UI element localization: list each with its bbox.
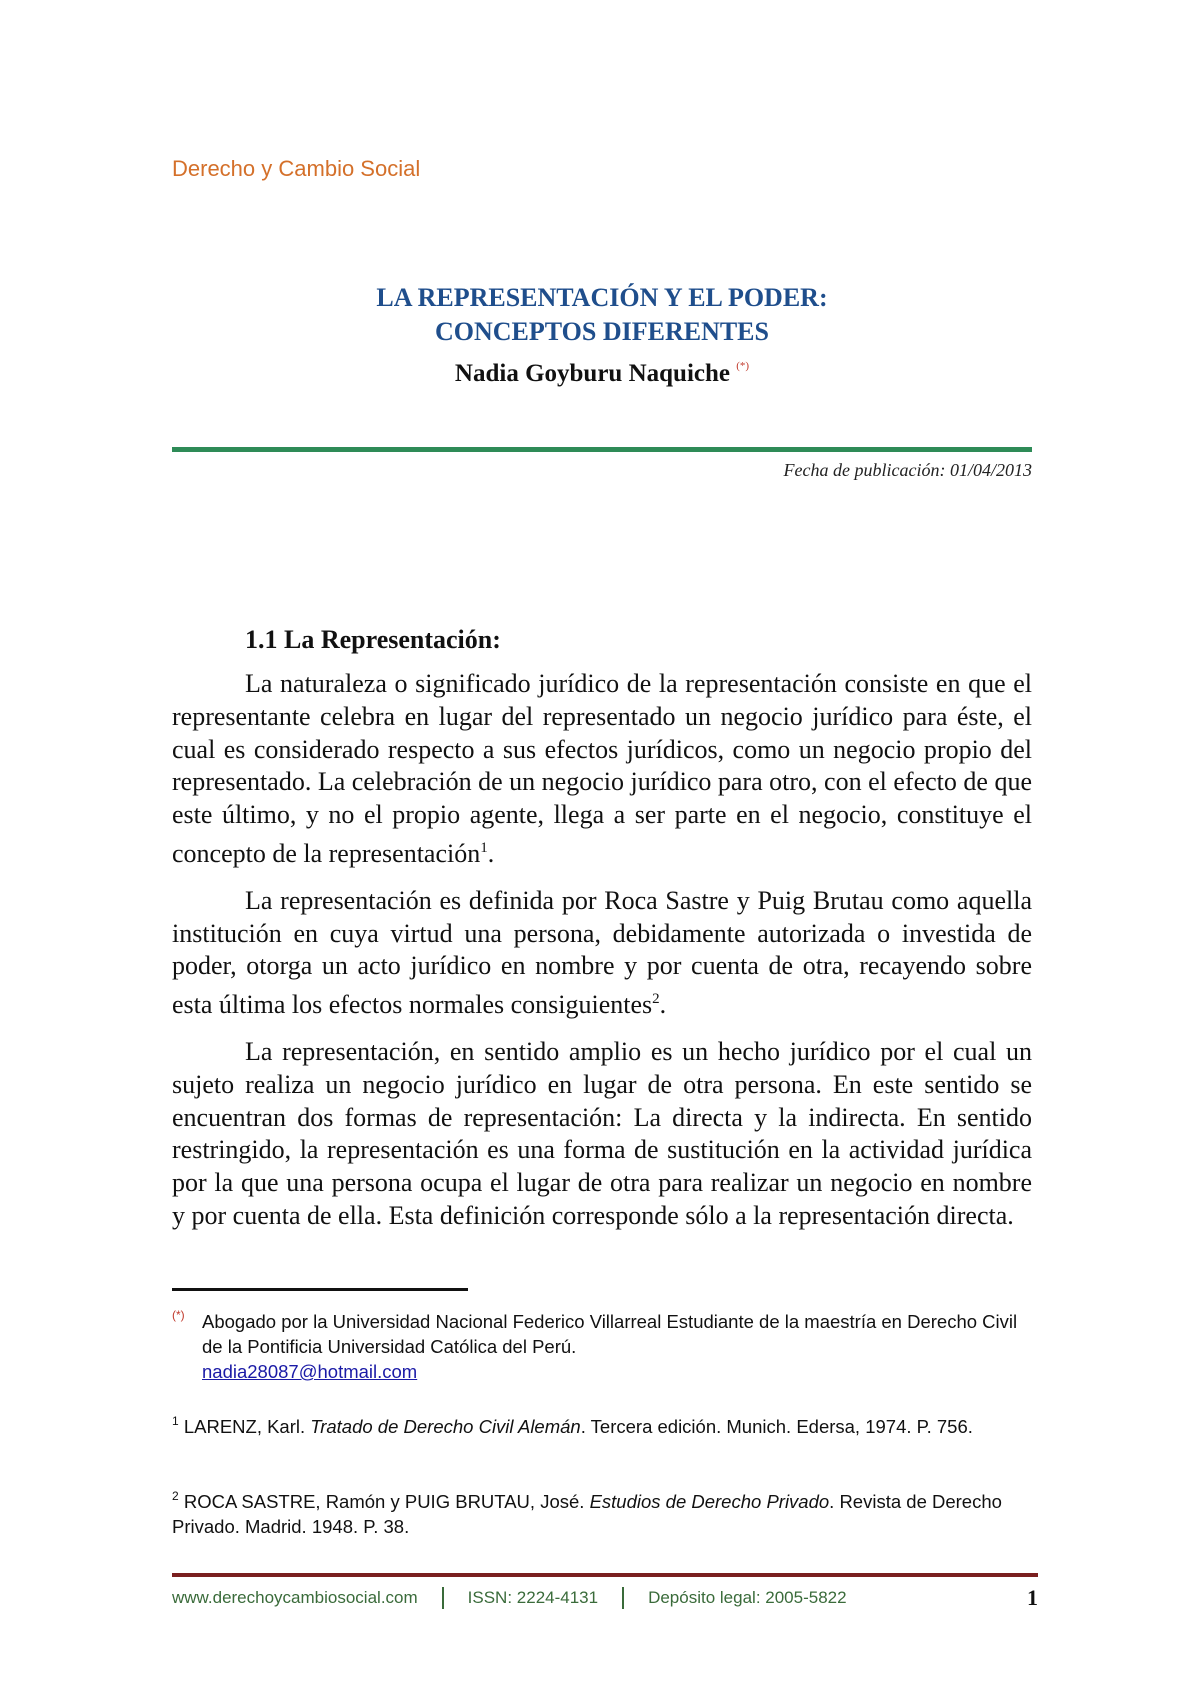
footnote-1-number: 1	[172, 1414, 179, 1428]
page-number: 1	[1027, 1585, 1038, 1610]
author-footnote-marker[interactable]: (*)	[736, 360, 750, 372]
footnote-author-marker: (*)	[172, 1308, 185, 1322]
header-divider	[172, 447, 1032, 452]
footnote-divider	[172, 1288, 468, 1291]
footnote-2: $^2$ ROCA SASTRE, Ramón y PUIG BRUTAU, José. Estudios de Derecho Privado. Revista de Derecho Privado. Madrid. 1948. P. 38.	[172, 1489, 1002, 1537]
section-heading: 1.1 La Representación:	[245, 625, 501, 654]
footer-website-link[interactable]: www.derechoycambiosocial.com	[172, 1588, 418, 1607]
footnote-1: $^1$ LARENZ, Karl. Tratado de Derecho Civil Alemán. Tercera edición. Munich. Edersa, 1974. P. 756.	[172, 1414, 973, 1437]
publication-date: Fecha de publicación: 01/04/2013	[783, 460, 1032, 480]
footer-divider	[172, 1573, 1038, 1577]
journal-name: Derecho y Cambio Social	[172, 156, 421, 181]
footnote-1-work: Tratado de Derecho Civil Alemán	[310, 1416, 581, 1437]
title-line-1: LA REPRESENTACIÓN Y EL PODER:	[376, 283, 828, 312]
footnote-2-number: 2	[172, 1489, 179, 1503]
footnote-ref-2[interactable]: 2	[652, 991, 660, 1008]
footnote-2-work: Estudios de Derecho Privado	[589, 1491, 830, 1512]
title-line-2: CONCEPTOS DIFERENTES	[435, 317, 769, 346]
body-text	[172, 668, 1032, 1247]
footnote-author	[172, 1309, 1032, 1384]
footer-issn: ISSN: 2224-4131	[467, 1588, 599, 1607]
page-footer	[172, 1585, 1038, 1611]
author-name: Nadia Goyburu Naquiche	[454, 360, 730, 387]
paragraph-3: La representación, en sentido amplio es un hecho jurídico por el cual un sujeto realiza un negocio jurídico en lugar de otra persona. En este sentido se encuentran dos formas de representación: La directa y la indirecta. En sentido restringido, la representación es una forma de sustitución en la actividad jurídica por la que una persona ocupa el lugar de otra para realizar un negocio en nombre y por cuenta de ella. Esta definición corresponde sólo a la representación directa.	[172, 1036, 1032, 1230]
footer-deposito: Depósito legal: 2005-5822	[648, 1588, 847, 1607]
footer-separator	[622, 1587, 624, 1609]
paragraph-1: La naturaleza o significado jurídico de la representación consiste en que el representante celebra en lugar del representado un negocio jurídico para éste, el cual es considerado respecto a sus efectos jurídicos, como un negocio propio del representado. La celebración de un negocio jurídico para otro, con el efecto de que este último, y no el propio agente, llega a ser parte en el negocio, constituye el concepto de la representación$^1$.	[172, 669, 1032, 868]
author-email-link[interactable]: nadia28087@hotmail.com	[202, 1361, 418, 1382]
footnote-author-text: Abogado por la Universidad Nacional Federico Villarreal Estudiante de la maestría en Derecho Civil de la Pontificia Universidad Católica del Perú.	[202, 1311, 1018, 1357]
paragraph-2: La representación es definida por Roca Sastre y Puig Brutau como aquella institución en cuya virtud una persona, debidamente autorizada o investida de poder, otorga un acto jurídico en nombre y por cuenta de otra, recayendo sobre esta última los efectos normales consiguientes$^2$.	[172, 885, 1032, 1020]
footnote-ref-1[interactable]: 1	[480, 839, 488, 856]
author-line	[172, 360, 1032, 388]
footer-separator	[442, 1587, 444, 1609]
